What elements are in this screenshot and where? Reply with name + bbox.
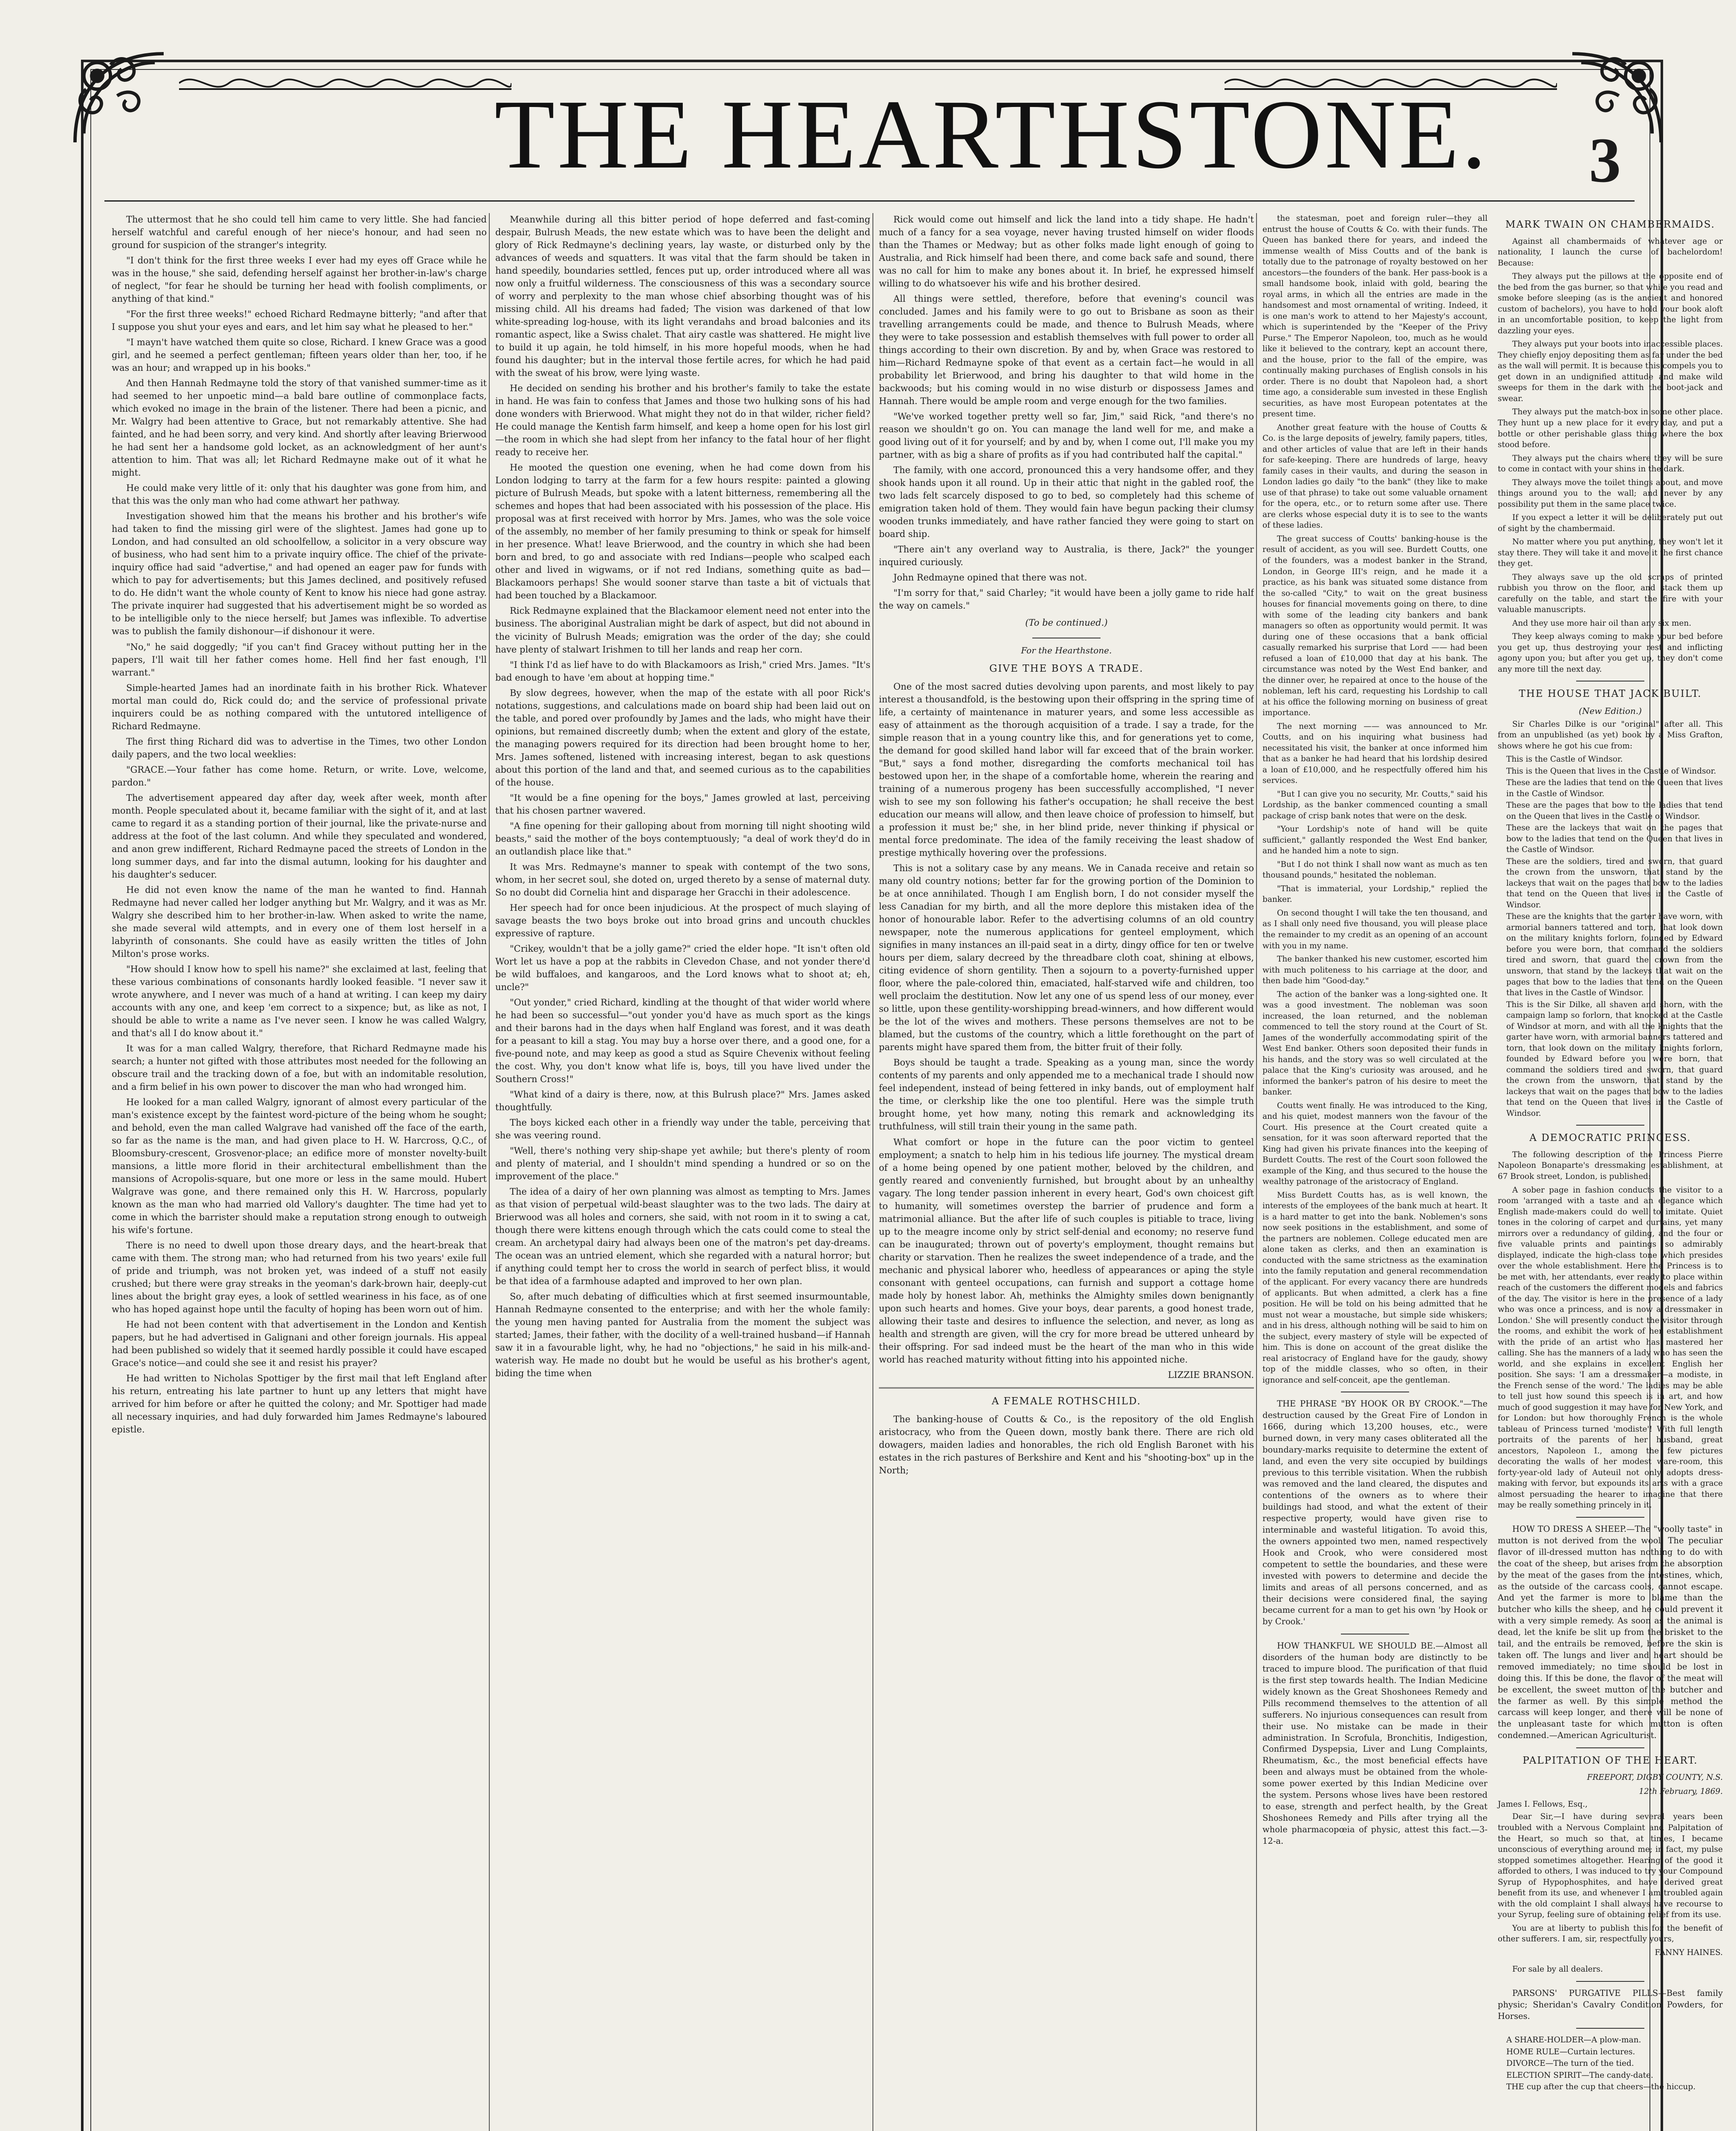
paragraph: The uttermost that he sho could tell him came to very little. She had fancied herself watchful and careful enough of her niece's honour, and had seen no ground for suspicion of the stranger's integrity. bbox=[112, 214, 487, 251]
section-divider bbox=[1576, 1747, 1644, 1748]
paragraph: They always put the match-box in some other place. They hunt up a new place for it every day, and put a bottle or other perishable glass thing where the box stood before. bbox=[1498, 407, 1723, 450]
paragraph: "How should I know how to spell his name?" she exclaimed at last, feeling that these various combinations of consonants hardly looked feasible. "I never saw it wrote anywhere, and I never was much of a hand at writing. I can keep my dairy accounts with any one, and keep 'em correct to a sixpence; but, as like as not, I should be able to write a name as I've never seen. I know he was called Walgry, and that's all I do know about it." bbox=[112, 964, 487, 1038]
article-title-democratic-princess: A DEMOCRATIC PRINCESS. bbox=[1529, 1132, 1691, 1144]
to-be-continued: (To be continued.) bbox=[1025, 618, 1108, 628]
article-title-mark-twain: MARK TWAIN ON CHAMBERMAIDS. bbox=[1505, 219, 1715, 230]
paragraph: "I'm sorry for that," said Charley; "it would have been a jolly game to ride half the way on camels." bbox=[879, 588, 1254, 611]
article-title-female-rothschild: A FEMALE ROTHSCHILD. bbox=[991, 1395, 1141, 1407]
masthead-title: THE HEARTHSTONE. bbox=[494, 80, 1489, 189]
paragraph: It was for a man called Walgry, therefore, that Richard Redmayne made his search; a hunter not gifted with those attributes most needed for the following an obscure trail and the tracking down of a foe, but with an indomitable resolution, and a firm belief in his own power to discover the man who had wronged him. bbox=[112, 1043, 487, 1092]
paragraph: The next morning —— was announced to Mr. Coutts, and on his inquiring what business had necessitated his visit, the banker at once informed him that as a banker he had heard that his lordship desired a loan of £10,000, and he respectfully offered him his services. bbox=[1262, 722, 1488, 785]
paragraph: The banker thanked his new customer, escorted him with much politeness to his carriage at the door, and then bade him "Good-day." bbox=[1262, 955, 1488, 986]
paragraph: The banking-house of Coutts & Co., is the repository of the old English aristocracy, who from the Queen down, mostly bank there. There are rich old dowagers, maiden ladies and honorables, the rich old English Baronet with his estates in the rich pastures of Berkshire and Kent and his "shooting-box" up in the North; bbox=[879, 1414, 1254, 1476]
paragraph: "Out yonder," cried Richard, kindling at the thought of that wider world where he had been so successful—"out yonder you'd have as much sport as the kings and their barons had in the days when half England was forest, and it was death for a peasant to kill a stag. You may buy a horse over there, and a good one, for a five-pound note, and may keep as good a stud as Squire Chevenix without feeling the cost. Why, you don't know what life is, boys, till you have lived under the Southern Cross!" bbox=[495, 997, 870, 1085]
quip: THE cup after the cup that cheers—the hiccup. bbox=[1506, 2082, 1696, 2092]
paragraph: He did not even know the name of the man he wanted to find. Hannah Redmayne had never called her lodger anything but Mr. Walgry, and it was as Mr. Walgry she described him to her brother-in-law. When asked to write the name, she made several wild attempts, and in every one of them lost herself in a labyrinth of consonants. She could have as easily written the titles of John Milton's prose works. bbox=[112, 884, 487, 959]
verse-line: These are the lackeys that wait on the pages that bow to the ladies that tend on the Queen that lives in the Castle of Windsor. bbox=[1506, 823, 1723, 855]
paragraph: Against all chambermaids of whatever age or nationality, I launch the curse of bachelordom! Because: bbox=[1498, 237, 1723, 268]
paragraph: "I don't think for the first three weeks I ever had my eyes off Grace while he was in the house," she said, defending herself against her brother-in-law's charge of neglect, "for fear he should be turning her head with foolish compliments, or anything of that kind." bbox=[112, 255, 487, 304]
paragraph: He had written to Nicholas Spottiger by the first mail that left England after his return, entreating his late partner to hunt up any letters that might have arrived for him before or after he quitted the colony; and Mr. Spottiger had made all necessary inquiries, and had duly forwarded him James Redmayne's laboured epistle. bbox=[112, 1373, 487, 1435]
paragraph: "No," he said doggedly; "if you can't find Gracey without putting her in the papers, I'll wait till her father comes home. Hell find her fast enough, I'll warrant." bbox=[112, 641, 487, 678]
paragraph: The family, with one accord, pronounced this a very handsome offer, and they shook hands upon it all round. Up in their attic that night in the gabled roof, the two lads felt scarcely disposed to go to bed, so completely had this scheme of emigration taken hold of them. They would fain have begun packing their clumsy wooden trunks immediately, and have rather fancied they were going to start on board ship. bbox=[879, 465, 1254, 540]
paragraph: Sir Charles Dilke is our "original" after all. This from an unpublished (as yet) book by a Miss Grafton, shows where he got his cue from: bbox=[1498, 719, 1723, 751]
paragraph: For sale by all dealers. bbox=[1512, 1965, 1603, 1974]
paragraph: John Redmayne opined that there was not. bbox=[893, 572, 1087, 583]
paragraph: If you expect a letter it will be deliberately put out of sight by the chambermaid. bbox=[1498, 513, 1723, 533]
paragraph: Miss Burdett Coutts has, as is well known, the interests of the employees of the bank much at heart. It is a hard matter to get into the bank. Noblemen's sons now seek positions in the establishment, and some of the partners are noblemen. College educated men are alone taken as clerks, and then an examination is conducted with the same strictness as the examination into the family reputation and general recommendation of the applicant. For every vacancy there are hundreds of applicants. But when admitted, a clerk has a fine position. He will be told on his being admitted that he must not wear a moustache, but simple side whiskers; and in his dress, although nothing will be said to him on the subject, every mastery of style will be expected of him. This is done on account of the great dislike the real aristocracy of England have for the gaudy, showy top of the middle classes, who so often, in their ignorance and self-conceit, ape the gentleman. bbox=[1262, 1190, 1488, 1385]
paragraph: "I mayn't have watched them quite so close, Richard. I knew Grace was a good girl, and he seemed a perfect gentleman; fifteen years older than her, too, if he was an hour; and wrapped up in his books." bbox=[112, 337, 487, 373]
paragraph: "But I can give you no security, Mr. Coutts," said his Lordship, as the banker commenced counting a small package of crisp bank notes that were on the desk. bbox=[1262, 789, 1488, 820]
paragraph: A sober page in fashion conducts the visitor to a room 'arranged with a taste and an elegance which English made-makers could do well to imitate. Quiet tones in the coloring of carpet and curtains, yet many mirrors over a redundancy of gilding, and the four or five valuable prints and paintings so admirably displayed, indicate the high-class tone which presides over the whole establishment. Here the Princess is to be met with, her attendants, ever ready to place within reach of the customers the different models and fabrics of the day. The visitor is here in the presence of a lady who was once a princess, and is now a dressmaker in London.' She will presently conduct the visitor through the rooms, and exhibit the work of her establishment with the pride of an artist who has mastered her calling. She has the manners of a lady who has seen the world, and she explains in excellent English her position. She says: 'I am a dressmaker—a modiste, in the French sense of the word.' The ladies may be able to tell just how sound this speech is in art, and how much of good suggestion it may have for New York, and for London: but how thoroughly French is the whole tableau of Princess turned 'modiste'! With full length portraits of the parents of her husband, great ancestors, Napoleon I., among the few pictures decorating the walls of her modest ware-room, this forty-year-old lady of Auteuil not only adopts dress-making with fervor, but expounds its arts with a grace almost persuading the hearer to imagine that there may be really something princely in it. bbox=[1498, 1185, 1723, 1510]
notice-dress-a-sheep: HOW TO DRESS A SHEEP.—The "woolly taste" in mutton is not derived from the wool. The peculiar flavor of ill-dressed mutton has nothing to do with the coat of the sheep, but arises from the absorption by the meat of the gases from the intestines, which, as the outside of the carcass cools, cannot escape. And yet the farmer is more to blame than the butcher who kills the sheep, and he could prevent it with a very simple remedy. As soon as the animal is dead, let the knife be slit up from the brisket to the tail, and the entrails be removed, before the skin is taken off. The lungs and liver and heart should be removed immediately; no time should be lost in doing this. If this be done, the flavor of the meat will be excellent, the sweet mutton of the butcher and the farmer as well. By this simple method the carcass will keep longer, and there will be none of the unpleasant taste for which mutton is often condemned.—American Agriculturist. bbox=[1498, 1524, 1723, 1741]
column-1 bbox=[112, 213, 487, 2131]
advert-parsons-pills: PARSONS' PURGATIVE PILLS—Best family physic; Sheridan's Cavalry Condition Powders, for Horses. bbox=[1498, 1988, 1723, 2021]
paragraph: The first thing Richard did was to advertise in the Times, two other London daily papers, and the two local weeklies: bbox=[112, 736, 487, 759]
verse-line: This is the Sir Dilke, all shaven and shorn, with the campaign lamp so forlorn, that knocked at the Castle of Windsor at morn, and with all the knights that the garter have worn, with armorial banners tattered and torn, that look down on the military knights forlorn, founded by Edward before you were born, that command the soldiers tired and sworn, that guard the crown from the unsworn, that stand by the lackeys that wait on the pages that bow to the ladies that tend on the Queen that lives in the Castle of Windsor. bbox=[1506, 1000, 1723, 1118]
verse-line: This is the Castle of Windsor. bbox=[1506, 755, 1623, 764]
column-2 bbox=[495, 213, 870, 2131]
paragraph: This is not a solitary case by any means. We in Canada receive and retain so many old country notions; better far for the growing portion of the Dominion to be at once annihilated. Though I am English born, I do not consider myself the less Canadian for my birth, and all the more deplore this mistaken idea of the honor of honourable labor. Refer to the advertising columns of an old country newspaper, note the numerous applications for genteel employment, which signifies in many instances an ill-paid seat in a dirty, dingy office for ten or twelve hours per diem, salary decreed by the threadbare cloth coat, shining at elbows, citing evidence of shorn gentility. Then a sojourn to a poverty-furnished upper floor, where the pale-colored thin, emaciated, half-starved wife and children, too well proclaim the destitution. Now let any one of us spend less of our money, ever so little, upon these gentility-worshipping bread-winners, and how different would be the lot of the wives and mothers. These persons themselves are not to be blamed, but the customs of the country, which a little forethought on the part of parents might have spared them from, the bitter fruit of their folly. bbox=[879, 863, 1254, 1053]
verse-line: These are the pages that bow to the ladies that tend on the Queen that lives in the Castle of Windsor. bbox=[1506, 801, 1723, 821]
article-title-boys-trade: GIVE THE BOYS A TRADE. bbox=[989, 663, 1144, 675]
section-divider bbox=[1576, 1981, 1644, 1982]
paragraph: No matter where you put anything, they won't let it stay there. They will take it and move it the first chance they get. bbox=[1498, 537, 1723, 569]
section-divider bbox=[879, 1387, 1254, 1389]
paragraph: So, after much debating of difficulties which at first seemed insurmountable, Hannah Redmayne consented to the enterprise; and with her the whole family: the young men having panted for Australia from the moment the subject was started; James, their father, with the docility of a well-trained husband—if Hannah saw it in a favourable light, why, he had no "objections," he said in his milk-and-waterish way. He made no doubt but he would be useful as his brother's agent, biding the time when bbox=[495, 1291, 870, 1379]
paragraph: "I think I'd as lief have to do with Blackamoors as Irish," cried Mrs. James. "It's bad enough to have 'em about at hopping time." bbox=[495, 659, 870, 683]
paragraph: "We've worked together pretty well so far, Jim," said Rick, "and there's no reason we shouldn't go on. You can manage the land well for me, and make a good living out of it for yourself; and by and by, when I come out, I'll make you my partner, with as big a share of profits as if you had contributed half the capital." bbox=[879, 411, 1254, 460]
column-rule bbox=[489, 213, 490, 2131]
paragraph: "Well, there's nothing very ship-shape yet awhile; but there's plenty of room and plenty of material, and I shouldn't mind spending a hundred or so on the improvement of the place." bbox=[495, 1146, 870, 1182]
author-signature: LIZZIE BRANSON. bbox=[1168, 1369, 1254, 1380]
column-4 bbox=[1262, 213, 1723, 2131]
paragraph: The boys kicked each other in a friendly way under the table, perceiving that she was veering round. bbox=[495, 1117, 870, 1141]
section-divider bbox=[1576, 1517, 1644, 1518]
quip: DIVORCE—The turn of the tied. bbox=[1506, 2059, 1634, 2068]
paragraph: All things were settled, therefore, before that evening's council was concluded. James and his family were to go out to Brisbane as soon as their travelling arrangements could be made, and thence to Bulrush Meads, where they were to take possession and establish themselves with full power to order all things according to their own discretion. By and by, when Grace was restored to him—Richard Redmayne spoke of that event as a certain fact—he would in all probability let Brierwood, and bring his daughter to that wild home in the backwoods; but his coming would in no wise disturb or dispossess James and Hannah. There would be ample room and verge enough for the two families. bbox=[879, 294, 1254, 407]
paragraph: They keep always coming to make your bed before you get up, thus destroying your rest and inflicting agony upon you; but after you get up, they don't come any more till the next day. bbox=[1498, 632, 1723, 674]
quip: ELECTION SPIRIT—The candy-date. bbox=[1506, 2070, 1653, 2080]
paragraph: What comfort or hope in the future can the poor victim to genteel employment; a snatch to help him in his tedious life journey. The mystical dream of a home being opened by one patient mother, beloved by the children, and gently reared and conveniently furnished, but brought about by an unhealthy vagary. The long tender passion inherent in every heart, God's own choicest gift to humanity, will sometimes overstep the barrier of prudence and form a matrimonial alliance. But the after life of such couples is pitiable to trace, living up to the meagre income only by strict self-denial and economy; no reserve fund can be inaugurated; thrown out of poverty's employment, thought remains but charity or starvation. Then he realizes the sweet independence of a trade, and the mechanic and physical laborer who, heedless of appearances or aping the style consonant with genteel occupations, can furnish and support a cottage home made holy by honest labor. Ah, methinks the Almighty smiles down benignantly upon such hearts and homes. Give your boys, dear parents, a good honest trade, allowing their taste and desires to influence the selection, and never, as long as health and strength are given, will the cry for more bread be uttered unheard by their offspring. For sad indeed must be the heart of the man who in this wide world has reached maturity without fitting into his appointed niche. bbox=[879, 1137, 1254, 1365]
paragraph: He looked for a man called Walgry, ignorant of almost every particular of the man's existence except by the faintest word-picture of the being whom he sought; and behold, even the man called Walgrave had vanished off the face of the earth, so far as the name is the man, and had given place to H. W. Harcross, Q.C., of Bloomsbury-crescent, Grosvenor-place; an edifice more of monster novelty-built mansions, a little more florid in their architectural embellishment than the mansions of Acropolis-square, but one more or less in the same mould. Hubert Walgrave was gone, and there remained only this H. W. Harcross, popularly known as the man who had married old Vallory's daughter. The time had yet to come in which the barrister should make a reputation strong enough to outweigh his wife's fortune. bbox=[112, 1097, 487, 1236]
letter-address: FREEPORT, DIGBY COUNTY, N.S. bbox=[1587, 1773, 1723, 1782]
paragraph: Dear Sir,—I have during several years been troubled with a Nervous Complaint and Palpitation of the Heart, so much so that, at times, I became unconscious of everything around me; in fact, my pulse stopped sometimes altogether. Hearing of the good it afforded to others, I was induced to try your Compound Syrup of Hypophosphites, and have derived great benefit from its use, and whenever I am troubled again with the old complaint I shall always have recourse to your Syrup, feeling sure of obtaining relief from its use. bbox=[1498, 1812, 1723, 1920]
verse-line: These are the ladies that tend on the Queen that lives in the Castle of Windsor. bbox=[1506, 778, 1723, 798]
verse-line: These are the soldiers, tired and sworn, that guard the crown from the unsworn, that stand by the lackeys that wait on the pages that bow to the ladies that tend on the Queen that lives in the Castle of Windsor. bbox=[1506, 857, 1723, 910]
corner-ornament-icon bbox=[64, 43, 175, 153]
quip: A SHARE-HOLDER—A plow-man. bbox=[1506, 2036, 1641, 2045]
paragraph: One of the most sacred duties devolving upon parents, and most likely to pay interest a thousandfold, is the bestowing upon their offspring in the spring time of life, a certainty of maintenance in maturer years, and some less accessible as easy of attainment as the thorough acquisition of a trade. I say a trade, for the simple reason that in a young country like this, and for generations yet to come, the demand for good skilled hand labor will far exceed that of the brain worker. "But," says a fond mother, disregarding the comforts mechanical toil has bestowed upon her, in the shape of a comfortable home, wherein the rearing and training of a numerous progeny has been successfully accomplished, "I never wish to see my son following his father's occupation; he shall receive the best education our means will allow, and then leave choice of profession to himself, but a profession it must be;" she, in her blind pride, never thinking if physical or mental force predominate. The idea of the family receiving the least shadow of prestige mythically hovering over the professions. bbox=[879, 681, 1254, 858]
paragraph: Her speech had for once been injudicious. At the prospect of much slaying of savage beasts the two boys broke out into broad grins and uncouth chuckles expressive of rapture. bbox=[495, 902, 870, 938]
paragraph: It was Mrs. Redmayne's manner to speak with contempt of the two sons, whom, in her secret soul, she doted on, urged thereto by a sense of maternal duty. So no doubt did Cornelia hint and disparage her Gracchi in their adolescence. bbox=[495, 861, 870, 898]
paragraph: the statesman, poet and foreign ruler—they all entrust the house of Coutts & Co. with their funds. The Queen has banked there for years, and indeed the immense wealth of Miss Coutts and of the bank is totally due to the patronage of royalty bestowed on her ancestors—the founders of the bank. Her pass-book is a small handsome book, inlaid with gold, bearing the royal arms, in which all the entries are made in the handsomest and most ornamental of writing. Indeed, it is one man's work to attend to her Majesty's account, which is superintended by the "Keeper of the Privy Purse." The Emperor Napoleon, too, much as he would like it believed to the contrary, kept an account there, and the house, prior to the fall of the empire, was continually making purchases of English consols in his order. There is no doubt that Napoleon had, a short time ago, a considerable sum invested in these English securities, as have most European potentates at the present time. bbox=[1262, 214, 1488, 419]
paragraph: "That is immaterial, your Lordship," replied the banker. bbox=[1262, 884, 1488, 904]
column-rule bbox=[1256, 213, 1257, 2131]
article-subtitle: (New Edition.) bbox=[1579, 706, 1642, 716]
paragraph: They always put the chairs where they will be sure to come in contact with your shins in the dark. bbox=[1498, 453, 1723, 474]
masthead-rule bbox=[104, 200, 1635, 202]
page-number: 3 bbox=[1589, 125, 1621, 196]
paragraph: They always save up the old scraps of printed rubbish you throw on the floor, and stack them up carefully on the table, and start the fire with your valuable manuscripts. bbox=[1498, 572, 1723, 615]
paragraph: The following description of the Princess Pierre Napoleon Bonaparte's dressmaking establishment, at 67 Brook street, London, is published: bbox=[1498, 1150, 1723, 1181]
paragraph: They always move the toilet things about, and move things around you to the wall; and never by any possibility put them in the same place twice. bbox=[1498, 478, 1723, 509]
paragraph: You are at liberty to publish this for the benefit of other sufferers. I am, sir, respectfully yours, bbox=[1498, 1923, 1723, 1944]
paragraph: The great success of Coutts' banking-house is the result of accident, as you will see. Burdett Coutts, one of the founders, was a modest banker in the Strand, London, in George III's reign, and he made it a practice, as his bank was situated some distance from the so-called "City," to wait on the great business houses for financial movements going on there, to dine with some of the leading city bankers and bank managers so often as opportunity would permit. It was during one of these occasions that a bank official casually remarked his surprise that Lord —— had been refused a loan of £10,000 that day at his bank. The circumstance was noted by the West End banker, and the dinner over, he repaired at once to the house of the nobleman, left his card, requesting his Lordship to call at his office the following morning on business of great importance. bbox=[1262, 534, 1488, 718]
article-kicker: For the Hearthstone. bbox=[1021, 645, 1112, 656]
paragraph: "Your Lordship's note of hand will be quite sufficient," gallantly responded the West End banker, and he handed him a note to sign. bbox=[1262, 825, 1488, 856]
section-divider bbox=[1576, 2028, 1644, 2029]
notice-by-hook-or-by-crook: THE PHRASE "BY HOOK OR BY CROOK."—The destruction caused by the Great Fire of London in 1666, during which 13,200 houses, etc., were burned down, in very many cases obliterated all the boundary-marks requisite to determine the extent of land, and even the very site occupied by buildings previous to this terrible visitation. When the rubbish was removed and the land cleared, the disputes and contentions of the owners as to where their buildings had stood, and what the extent of their respective property, would have given rise to interminable and wasteful litigation. To avoid this, the owners appointed two men, named respectively Hook and Crook, who were considered most competent to settle the boundaries, and these were invested with powers to determine and decide the limits and areas of all persons concerned, and as their decisions were considered final, the saying became current for a man to get his own 'by Hook or by Crook.' bbox=[1262, 1399, 1488, 1627]
paragraph: By slow degrees, however, when the map of the estate with all poor Rick's notations, suggestions, and calculations made on board ship had been laid out on the table, and pored over profoundly by James and the lads, who might have their opinions, but remained discreetly dumb; when the extent and glory of the estate, the managing powers required for its direction had been brought home to her, Mrs. James softened, listened with increasing interest, began to ask questions about this portion of the land and that, and seemed curious as to the capabilities of the house. bbox=[495, 687, 870, 788]
letter-date: 12th February, 1869. bbox=[1639, 1787, 1723, 1796]
paragraph: "GRACE.—Your father has come home. Return, or write. Love, welcome, pardon." bbox=[112, 764, 487, 788]
column-4b bbox=[1498, 213, 1723, 2093]
verse-line: These are the knights that the garter have worn, with armorial banners tattered and torn, that look down on the military knights forlorn, founded by Edward before you were born, that command the soldiers tired and sworn, that guard the crown from the unsworn, that stand by the lackeys that wait on the pages that bow to the ladies that tend on the Queen that lives in the Castle of Windsor. bbox=[1506, 912, 1723, 998]
paragraph: And then Hannah Redmayne told the story of that vanished summer-time as it had seemed to her unpoetic mind—a bald bare outline of commonplace facts, which evoked no image in the brain of the listener. There had been a picnic, and Mr. Walgry had been attentive to Grace, but not remarkably attentive. She had fainted, and he had been sorry, and very kind. And shortly after leaving Brierwood he had sent her a handsome gold locket, as an acknowledgment of her aunt's attention to him. That was all; let Richard Redmayne make out of it what he might. bbox=[112, 378, 487, 478]
letter-signature: FANNY HAINES. bbox=[1655, 1948, 1723, 1957]
paragraph: Rick would come out himself and lick the land into a tidy shape. He hadn't much of a fancy for a sea voyage, never having trusted himself on wider floods than the Thames or Medway; but as other folks made light enough of going to Australia, and Rick himself had been there, and come back safe and sound, there was no call for him to make any bones about it. In brief, he expressed himself willing to do whatsoever his wife and his brother desired. bbox=[879, 214, 1254, 289]
paragraph: The idea of a dairy of her own planning was almost as tempting to Mrs. James as that vision of perpetual wild-beast slaughter was to the two lads. The dairy at Brierwood was all holes and corners, she said, with not room in it to swing a cat, though there were kittens enough through which the cats could come to steal the cream. An archetypal dairy had always been one of the matron's pet day-dreams. The ocean was an untried element, which she regarded with a natural horror; but if anything could tempt her to cross the world in search of perfect bliss, it would be that idea of a farmhouse adapted and improved to her own plan. bbox=[495, 1187, 870, 1287]
paragraph: And they use more hair oil than any six men. bbox=[1512, 618, 1692, 628]
article-title-palpitation: PALPITATION OF THE HEART. bbox=[1522, 1755, 1698, 1767]
paragraph: Another great feature with the house of Coutts & Co. is the large deposits of jewelry, family papers, titles, and other articles of value that are left in their hands for safe-keeping. There are hundreds of large, heavy family cases in their vaults, and during the season in London ladies go daily "to the bank" (they like to make use of that phrase) to take out some valuable ornament for the opera, etc., or to return some after use. There are clerks whose especial duty it is to see to the wants of these ladies. bbox=[1262, 423, 1488, 530]
column-3 bbox=[879, 213, 1254, 2131]
column-rule bbox=[872, 213, 873, 2131]
article-title-house-jack-built: THE HOUSE THAT JACK BUILT. bbox=[1519, 688, 1702, 700]
paragraph: There is no need to dwell upon those dreary days, and the heart-break that came with them. The strong man; who had returned from his two years' exile full of pride and triumph, was not broken yet, was indeed of a stuff not easily crushed; but there were gray streaks in the yeoman's dark-brown hair, deeply-cut lines about the bright gray eyes, a look of settled weariness in his face, as of one who has hoped against hope until the faculty of hoping has been worn out of him. bbox=[112, 1240, 487, 1315]
notice-shoshonees-remedy: HOW THANKFUL WE SHOULD BE.—Almost all disorders of the human body are distinctly to be traced to impure blood. The purification of that fluid is the first step towards health. The Indian Medicine widely known as the Great Shoshonees Remedy and Pills recommend themselves to the attention of all sufferers. No injurious consequences can result from their use. No mistake can be made in their administration. In Scrofula, Bronchitis, Indigestion, Confirmed Dyspepsia, Liver and Lung Complaints, Rheumatism, &c., the most beneficial effects have been and always must be obtained from the whole-some power exerted by this Indian Medicine over the system. Persons whose lives have been restored to ease, strength and perfect health, by the Great Shoshonees Remedy and Pills after trying all the whole pharmacopœia of physic, attest this fact.—3-12-a. bbox=[1262, 1641, 1488, 1846]
section-divider bbox=[1576, 1125, 1644, 1126]
paragraph: He mooted the question one evening, when he had come down from his London lodging to tarry at the farm for a few hours respite: painted a glowing picture of Bulrush Meads, but spoke with a latent bitterness, remembering all the schemes and hopes that had been associated with his possession of the place. His proposal was at first received with horror by Mrs. James, who was the sole voice of the assembly, no member of her family presuming to think or speak for himself in her presence. What! leave Brierwood, and the country in which she had been born and bred, to go and associate with red Indians—people who scalped each other and lived in wigwams, or if not red Indians, something quite as bad—Blackamoors perhaps! She would sooner starve than taste a bit of victuals that had been touched by a Blackamoor. bbox=[495, 462, 870, 601]
paragraph: Investigation showed him that the means his brother and his brother's wife had taken to find the missing girl were of the slightest. James had gone up to London, and had consulted an old schoolfellow, a solicitor in a very obscure way of business, who had sent him to a private inquiry office. The chief of the private-inquiry office had said "advertise," and had opened an eager paw for funds with which to pay for advertisements; but this James declined, and positively refused to do. He didn't want the whole county of Kent to know his niece had gone astray. The private inquirer had suggested that his advertisement might be so worded as to be intelligible only to the niece herself; but James was inflexible. To advertise was to publish the family dishonour—if dishonour it were. bbox=[112, 511, 487, 637]
paragraph: Coutts went finally. He was introduced to the King, and his quiet, modest manners won the favour of the Court. His presence at the Court created quite a sensation, for it was soon afterward reported that the King had given his private finances into the keeping of Burdett Coutts. The rest of the Court soon followed the example of the King, and thus secured to the house the wealthy patronage of the aristocracy of England. bbox=[1262, 1101, 1488, 1187]
paragraph: They always put your boots into inaccessible places. They chiefly enjoy depositing them as far under the bed as the wall will permit. It is because this compels you to get down in an undignified attitude and make wild sweeps for them in the dark with the boot-jack and swear. bbox=[1498, 340, 1723, 403]
letter-salutation: James I. Fellows, Esq., bbox=[1498, 1799, 1588, 1809]
paragraph: They always put the pillows at the opposite end of the bed from the gas burner, so that while you read and smoke before sleeping (as is the ancient and honored custom of bachelors), you have to hold your book aloft in an uncomfortable position, to keep the light from dazzling your eyes. bbox=[1498, 272, 1723, 335]
paragraph: He could make very little of it: only that his daughter was gone from him, and that this was the only man who had come athwart her pathway. bbox=[112, 483, 487, 506]
scroll-ornament-icon bbox=[179, 70, 511, 96]
paragraph: Simple-hearted James had an inordinate faith in his brother Rick. Whatever mortal man could do, Rick could do; and the service of professional private inquirers could be as nothing compared with the untutored intelligence of Richard Redmayne. bbox=[112, 682, 487, 731]
paragraph: The advertisement appeared day after day, week after week, month after month. People speculated about it, became familiar with the sight of it, and at last came to regard it as a standing portion of their journal, like the private-nurse and address at the foot of the last column. And while they speculated and wondered, and anon grew indifferent, Richard Redmayne paced the streets of London in the long summer days, and far into the dismal autumn, looking for his daughter and his daughter's seducer. bbox=[112, 792, 487, 880]
column-4a bbox=[1262, 213, 1488, 1850]
paragraph: "For the first three weeks!" echoed Richard Redmayne bitterly; "and after that I suppose you shut your eyes and ears, and let him say what he pleased to her." bbox=[112, 309, 487, 332]
paragraph: Rick Redmayne explained that the Blackamoor element need not enter into the business. The aboriginal Australian might be dark of aspect, but did not abound in the vicinity of Bulrush Meads; emigration was the order of the day; she could have plenty of stalwart Irishmen to till her lands and reap her corn. bbox=[495, 606, 870, 655]
quip: HOME RULE—Curtain lectures. bbox=[1506, 2047, 1635, 2056]
paragraph: "A fine opening for their galloping about from morning till night shooting wild beasts," said the mother of the boys contemptuously; "a deal of work they'd do in an outlandish place like that." bbox=[495, 820, 870, 857]
paragraph: He decided on sending his brother and his brother's family to take the estate in hand. He was fain to confess that James and those two hulking sons of his had done wonders with Brierwood. What might they not do in that wilder, richer field? He could manage the Kentish farm himself, and keep a home open for his lost girl—the room in which she had slept from her infancy to the fatal hour of her flight ready to receive her. bbox=[495, 383, 870, 458]
paragraph: "But I do not think I shall now want as much as ten thousand pounds," hesitated the nobleman. bbox=[1262, 860, 1488, 880]
paragraph: Meanwhile during all this bitter period of hope deferred and fast-coming despair, Bulrush Meads, the new estate which was to have been the delight and glory of Rick Redmayne's declining years, lay waste, or disturbed only by the advances of weeds and squatters. It was vital that the farm should be taken in hand speedily, boundaries settled, fences put up, order introduced where all was now only a fruitful wilderness. The consciousness of this was a secondary source of worry and perplexity to the man whose chief absorbing thought was of his missing child. All his dreams had faded; The vision was darkened of that low white-spreading log-house, with its light verandahs and broad balconies and its romantic aspect, like a Swiss chalet. That airy castle was shattered. He might live to build it up again, he told himself, in his more hopeful moods, when he had found his daughter; but in the interval those fertile acres, for which he had paid with the sweat of his brow, were lying waste. bbox=[495, 214, 870, 378]
paragraph: On second thought I will take the ten thousand, and as I shall only need five thousand, you will please place the remainder to my credit as an opening of an account with you in my name. bbox=[1262, 908, 1488, 950]
paragraph: Boys should be taught a trade. Speaking as a young man, since the wordy contents of my parents and only appended me to a mechanical trade I should now feel independent, instead of being fettered in inky bands, out of employment half the time, or clerkship like the one too plentiful. Here was the simple truth brought home, yet how many, noting this remark and acknowledging its truthfulness, will still train their young in the same path. bbox=[879, 1057, 1254, 1132]
paragraph: "Crikey, wouldn't that be a jolly game?" cried the elder hope. "It isn't often old Wort let us have a pop at the rabbits in Clevedon Chase, and not yonder there'd be wild buffaloes, and kangaroos, and the Lord knows what to shoot at; eh, uncle?" bbox=[495, 943, 870, 992]
paragraph: The action of the banker was a long-sighted one. It was a good investment. The nobleman was soon increased, the loan returned, and the nobleman commenced to tell the story round at the Court of St. James of the wonderfully accommodating spirit of the West End banker. Others soon deposited their funds in his hands, and the story was so well circulated at the palace that the King's curiosity was aroused, and he informed the banker's patron of his desire to meet the banker. bbox=[1262, 990, 1488, 1097]
paragraph: "It would be a fine opening for the boys," James growled at last, perceiving that his chosen partner wavered. bbox=[495, 792, 870, 816]
paragraph: "What kind of a dairy is there, now, at this Bulrush place?" Mrs. James asked thoughtfully. bbox=[495, 1089, 870, 1113]
paragraph: He had not been content with that advertisement in the London and Kentish papers, but he had advertised in Galignani and other foreign journals. His appeal had been published so widely that it seemed hardly possible it could have escaped Grace's notice—and could she see it and resist his prayer? bbox=[112, 1320, 487, 1369]
paragraph: "There ain't any overland way to Australia, is there, Jack?" the younger inquired curiously. bbox=[879, 544, 1254, 568]
verse-line: This is the Queen that lives in the Castle of Windsor. bbox=[1506, 766, 1716, 776]
